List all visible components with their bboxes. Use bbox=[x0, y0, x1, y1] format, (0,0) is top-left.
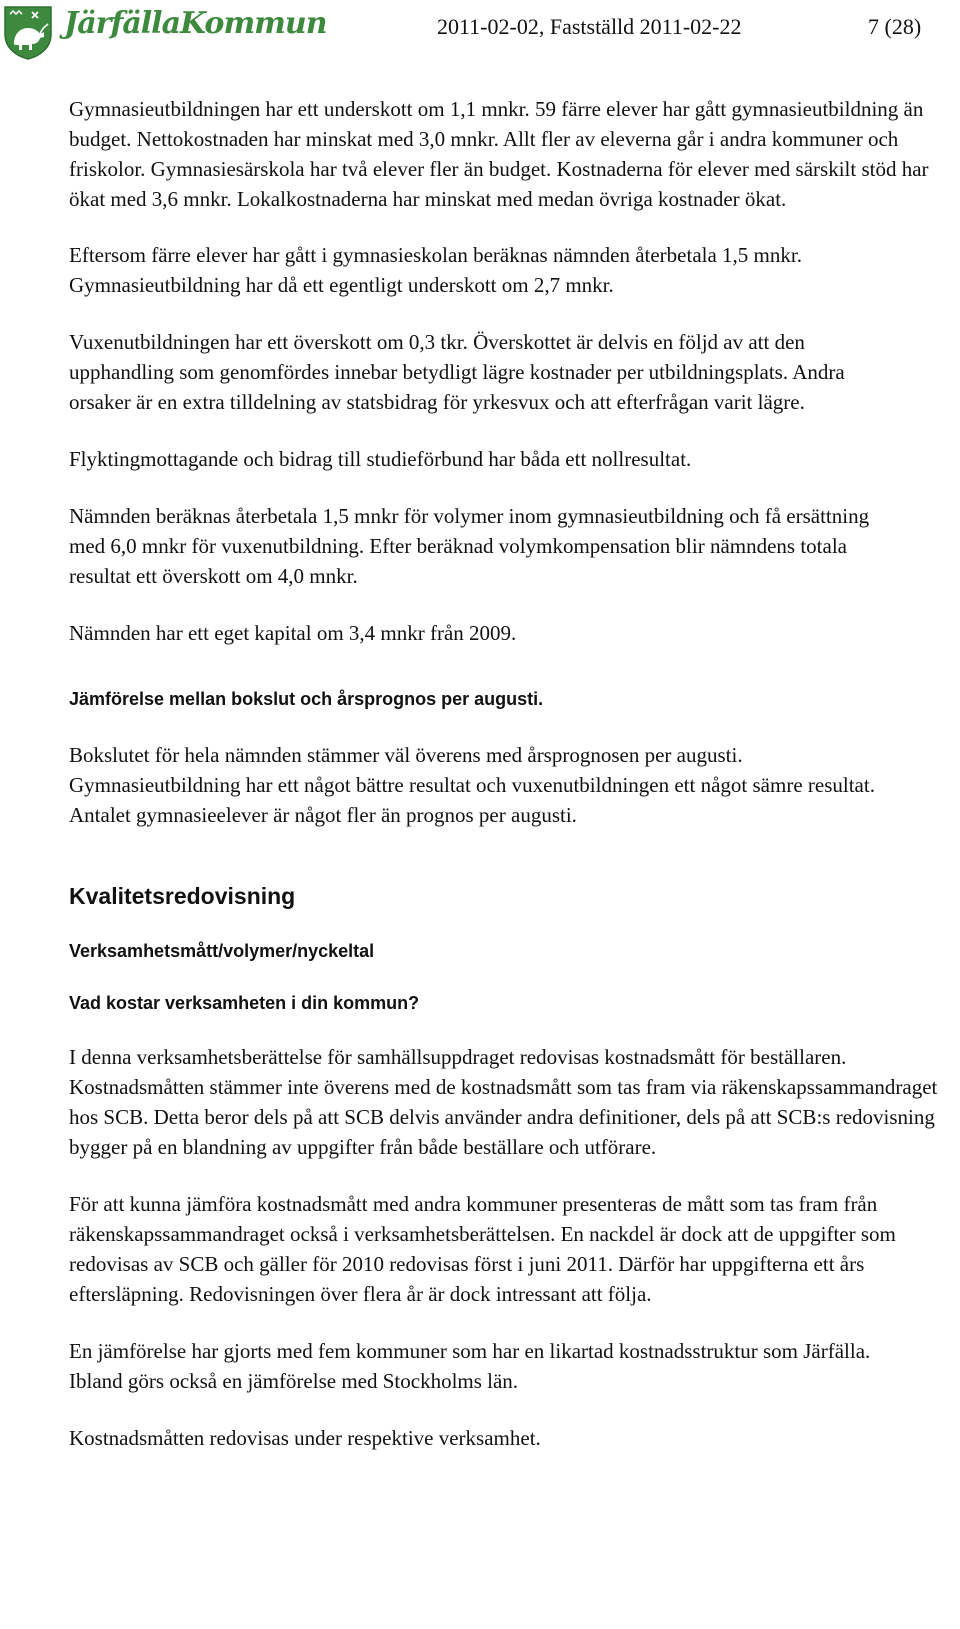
paragraph-flyktingmottagande: Flyktingmottagande och bidrag till studieförbund har båda ett nollresultat. bbox=[69, 447, 692, 471]
heading-vad-kostar: Vad kostar verksamheten i din kommun? bbox=[69, 993, 420, 1013]
municipal-coat-of-arms-icon bbox=[2, 4, 54, 60]
paragraph-jamfora-kommuner: För att kunna jämföra kostnadsmått med andra kommuner presenteras de mått som tas fram från räkenskapssammandraget också i verksamhetsberättelsen. En nackdel är dock att de uppgifter som redovisas av SCB och gäller för 2010 redovisas först i juni 2011. Därför har uppgifterna ett års eftersläpning. Redovisningen över flera år är dock intressant att följa. bbox=[69, 1192, 896, 1306]
paragraph-kostnadsmatten-redovisas: Kostnadsmåtten redovisas under respektive verksamhet. bbox=[69, 1426, 541, 1450]
municipality-logo-text: JärfällaKommun bbox=[64, 6, 327, 41]
paragraph-namnden-resultat: Nämnden beräknas återbetala 1,5 mnkr för volymer inom gymnasieutbildning och få ersättning med 6,0 mnkr för vuxenutbildning. Efter beräknad volymkompensation blir nämndens totala resultat ett överskott om 4,0 mnkr. bbox=[69, 504, 870, 588]
page-header bbox=[0, 0, 960, 62]
document-date: 2011-02-02, Fastställd 2011-02-22 bbox=[437, 14, 742, 39]
heading-verksamhetsmatt: Verksamhetsmått/volymer/nyckeltal bbox=[69, 941, 375, 961]
paragraph-kostnadsmatt: I denna verksamhetsberättelse för samhällsuppdraget redovisas kostnadsmått för beställaren. Kostnadsmåtten stämmer inte överens med de kostnadsmått som tas fram via räkenskapssammandraget hos SCB. Detta beror dels på att SCB delvis använder andra definitioner, dels på att SCB:s redovisning bygger på en blandning av uppgifter från både beställare och utförare. bbox=[69, 1045, 938, 1159]
paragraph-aterbetala: Eftersom färre elever har gått i gymnasieskolan beräknas nämnden återbetala 1,5 mnkr. Gymnasieutbildning har då ett egentligt underskott om 2,7 mnkr. bbox=[69, 243, 802, 297]
page-number: 7 (28) bbox=[868, 14, 922, 39]
paragraph-eget-kapital: Nämnden har ett eget kapital om 3,4 mnkr från 2009. bbox=[69, 621, 517, 645]
document-body bbox=[69, 94, 954, 1453]
paragraph-vuxenutbildning: Vuxenutbildningen har ett överskott om 0,3 tkr. Överskottet är delvis en följd av att den upphandling som genomfördes innebar betydligt lägre kostnader per utbildningsplats. Andra orsaker är en extra tilldelning av statsbidrag för yrkesvux och att efterfrågan varit lägre. bbox=[69, 330, 845, 414]
heading-kvalitetsredovisning: Kvalitetsredovisning bbox=[69, 883, 296, 909]
paragraph-gymnasieutbildning: Gymnasieutbildningen har ett underskott om 1,1 mnkr. 59 färre elever har gått gymnasieutbildning än budget. Nettokostnaden har minskat med 3,0 mnkr. Allt fler av eleverna går i andra kommuner och friskolor. Gymnasiesärskola har två elever fler än budget. Kostnaderna för elever med särskilt stöd har ökat med 3,6 mnkr. Lokalkostnaderna har minskat med medan övriga kostnader ökat. bbox=[69, 97, 929, 211]
paragraph-fem-kommuner: En jämförelse har gjorts med fem kommuner som har en likartad kostnadsstruktur som Järfälla. Ibland görs också en jämförelse med Stockholms län. bbox=[69, 1339, 871, 1393]
heading-jamforelse: Jämförelse mellan bokslut och årsprognos per augusti. bbox=[69, 689, 544, 709]
paragraph-bokslut: Bokslutet för hela nämnden stämmer väl överens med årsprognosen per augusti. Gymnasieutbildning har ett något bättre resultat och vuxenutbildningen ett något sämre resultat. Antalet gymnasieelever är något fler än prognos per augusti. bbox=[69, 743, 875, 827]
